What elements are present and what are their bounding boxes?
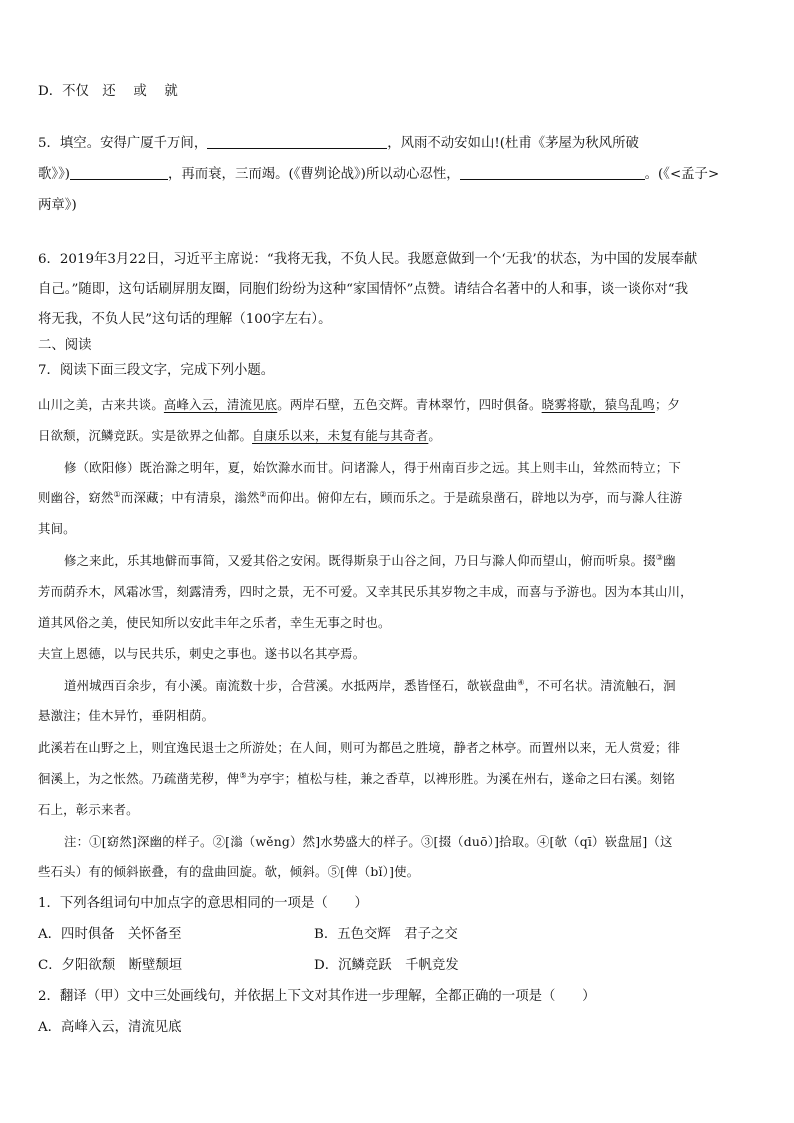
q6-line-2: 自己。”随即，这句话刷屏朋友圈，同胞们纷纷为这种“家国情怀”点赞。请结合名著中的人和事，谈一谈你对“我 xyxy=(38,282,689,297)
passage3-line-2: 悬激注；佳木异竹，垂阴相荫。 xyxy=(38,708,215,723)
passage2-line-6: 道其风俗之美，使民知所以安此丰年之乐者，幸生无事之时也。 xyxy=(38,615,391,630)
passage3-line-1: 道州城西百余步，有小溪。南流数十步，合营溪。水抵两岸，悉皆怪石，欹嵚盘曲④，不可名状。清流触石，洄 xyxy=(64,677,676,693)
passage2-line-1: 修（欧阳修）既治滁之明年，夏，始饮滁水而甘。问诸滁人，得于州南百步之远。其上则丰山，耸然而特立；下 xyxy=(64,460,681,475)
passage2-line-3: 其间。 xyxy=(38,521,76,536)
blank-2[interactable] xyxy=(70,167,168,180)
blank-3[interactable] xyxy=(460,167,645,180)
passage2-line-7: 夫宣上恩德，以与民共乐，刺史之事也。遂书以名其亭焉。 xyxy=(38,646,366,661)
sq1-stem: 1．下列各组词句中加点字的意思相同的一项是（ ） xyxy=(38,896,368,911)
underlined-sentence-3: 自康乐以来，未复有能与其奇者 xyxy=(252,428,429,443)
q5-line-1: 5．填空。安得广厦千万间， ，风雨不动安如山!(杜甫《茅屋为秋风所破 xyxy=(38,136,639,151)
passage2-line-4: 修之来此，乐其地僻而事简，又爱其俗之安闲。既得斯泉于山谷之间，乃日与滁人仰而望山，俯而听泉。掇③幽 xyxy=(64,552,676,568)
passage1-line-1: 山川之美，古来共谈。高峰入云，清流见底。两岸石壁，五色交辉。青林翠竹，四时俱备。晓雾将歇，猿鸟乱鸣；夕 xyxy=(38,397,681,412)
passage3-line-3: 此溪若在山野之上，则宜逸民退士之所游处；在人间，则可为都邑之胜境，静者之林亭。而置州以来，无人赏爱；徘 xyxy=(38,740,681,755)
passage3-line-4: 徊溪上，为之怅然。乃疏凿芜秽，俾⑤为亭宇；植松与桂，兼之香草，以裨形胜。为溪在州右，遂命之曰右溪。刻铭 xyxy=(38,770,675,786)
notes-line-2: 些石头）有的倾斜嵌叠，有的盘曲回旋。欹，倾斜。⑤[俾（bǐ）]使。 xyxy=(38,864,420,879)
sq1-option-a[interactable]: A．四时俱备 关怀备至 xyxy=(38,927,182,942)
q6-line-3: 将无我，不负人民”这句话的理解（100字左右）。 xyxy=(38,312,332,327)
sq1-option-b[interactable]: B．五色交辉 君子之交 xyxy=(314,927,458,942)
underlined-sentence-1: 高峰入云，清流见底 xyxy=(163,397,278,412)
q6-line-1: 6．2019年3月22日，习近平主席说：“我将无我，不负人民。我愿意做到一个‘无我’的状态，为中国的发展奉献 xyxy=(38,252,698,267)
sq2-stem: 2．翻译（甲）文中三处画线句，并依据上下文对其作进一步理解，全都正确的一项是（ ） xyxy=(38,989,596,1004)
passage2-line-5: 芳而荫乔木，风霜冰雪，刻露清秀，四时之景，无不可爱。又幸其民乐其岁物之丰成，而喜与予游也。因为本其山川， xyxy=(38,584,693,599)
passage3-line-5: 石上，彰示来者。 xyxy=(38,802,139,817)
sq1-option-d[interactable]: D．沉鳞竞跃 千帆竞发 xyxy=(314,958,459,973)
notes-line-1: 注：①[窈然]深幽的样子。②[滃（wěng）然]水势盛大的样子。③[掇（duō）]拾取。④[欹（qī）嵚盘屈]（这 xyxy=(64,834,673,849)
sq2-option-a[interactable]: A．高峰入云，清流见底 xyxy=(38,1020,182,1035)
passage2-line-2: 则幽谷，窈然①而深藏；中有清泉，滃然②而仰出。俯仰左右，顾而乐之。于是疏泉凿石，辟地以为亭，而与滁人往游 xyxy=(38,489,683,505)
sq1-option-c[interactable]: C．夕阳欲颓 断壁颓垣 xyxy=(38,958,183,973)
q5-line-3: 两章》) xyxy=(38,198,77,213)
underlined-sentence-2: 晓雾将歇，猿鸟乱鸣 xyxy=(541,397,655,412)
q7-intro: 7．阅读下面三段文字，完成下列小题。 xyxy=(38,363,275,378)
q4-option-d: D．不仅 还 或 就 xyxy=(38,84,178,99)
passage1-line-2: 日欲颓，沉鳞竞跃。实是欲界之仙都。自康乐以来，未复有能与其奇者。 xyxy=(38,428,441,443)
section-heading-reading: 二、阅读 xyxy=(38,338,92,353)
q5-line-2: 歌》》) ，再而衰，三而竭。(《曹刿论战》)所以动心忍性， 。(《<孟子> xyxy=(38,167,720,182)
blank-1[interactable] xyxy=(207,136,387,149)
